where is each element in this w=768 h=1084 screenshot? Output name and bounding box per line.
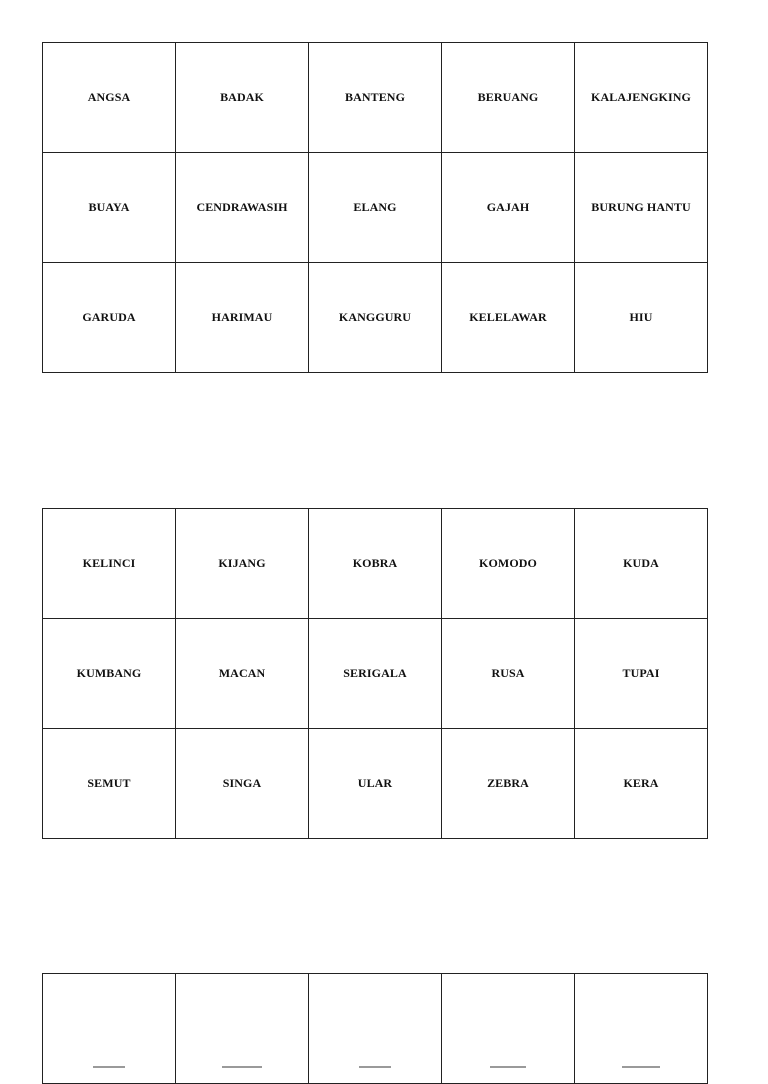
- table-row: [43, 509, 708, 619]
- table-cell: TUPAI: [575, 619, 708, 729]
- table-cell: KOMODO: [442, 509, 575, 619]
- table-cell: SERIGALA: [309, 619, 442, 729]
- table-cell: HIU: [575, 263, 708, 373]
- table-cell-clipped: [43, 974, 176, 1084]
- animal-table-2: [42, 508, 708, 839]
- table-row: [43, 153, 708, 263]
- table-cell: ZEBRA: [442, 729, 575, 839]
- table-cell: SEMUT: [43, 729, 176, 839]
- table-row: [43, 619, 708, 729]
- table-cell: SINGA: [176, 729, 309, 839]
- clipped-text: [490, 1066, 526, 1068]
- table-cell: KIJANG: [176, 509, 309, 619]
- table-cell: KELELAWAR: [442, 263, 575, 373]
- table-cell: GARUDA: [43, 263, 176, 373]
- table-cell-clipped: [176, 974, 309, 1084]
- table-cell: KUDA: [575, 509, 708, 619]
- table-cell: KUMBANG: [43, 619, 176, 729]
- animal-table-1: [42, 42, 708, 373]
- table-row: [43, 974, 708, 1084]
- clipped-text: [93, 1066, 125, 1068]
- table-cell: KELINCI: [43, 509, 176, 619]
- animal-table-3-clipped: [42, 973, 708, 1084]
- table-cell: ANGSA: [43, 43, 176, 153]
- table-cell: BADAK: [176, 43, 309, 153]
- table-cell-clipped: [309, 974, 442, 1084]
- clipped-text: [622, 1066, 660, 1068]
- table-cell: KALAJENGKING: [575, 43, 708, 153]
- clipped-text: [222, 1066, 262, 1068]
- table-cell-clipped: [575, 974, 708, 1084]
- table-cell: BURUNG HANTU: [575, 153, 708, 263]
- table-cell: KERA: [575, 729, 708, 839]
- table-row: [43, 263, 708, 373]
- table-cell: BANTENG: [309, 43, 442, 153]
- clipped-text: [359, 1066, 391, 1068]
- table-cell: RUSA: [442, 619, 575, 729]
- table-cell: BUAYA: [43, 153, 176, 263]
- table-cell: HARIMAU: [176, 263, 309, 373]
- table-cell: ELANG: [309, 153, 442, 263]
- table-cell: ULAR: [309, 729, 442, 839]
- table-cell: KOBRA: [309, 509, 442, 619]
- table-cell-clipped: [442, 974, 575, 1084]
- table-cell: MACAN: [176, 619, 309, 729]
- table-cell: GAJAH: [442, 153, 575, 263]
- table-cell: KANGGURU: [309, 263, 442, 373]
- table-row: [43, 729, 708, 839]
- table-cell: CENDRAWASIH: [176, 153, 309, 263]
- table-row: [43, 43, 708, 153]
- table-cell: BERUANG: [442, 43, 575, 153]
